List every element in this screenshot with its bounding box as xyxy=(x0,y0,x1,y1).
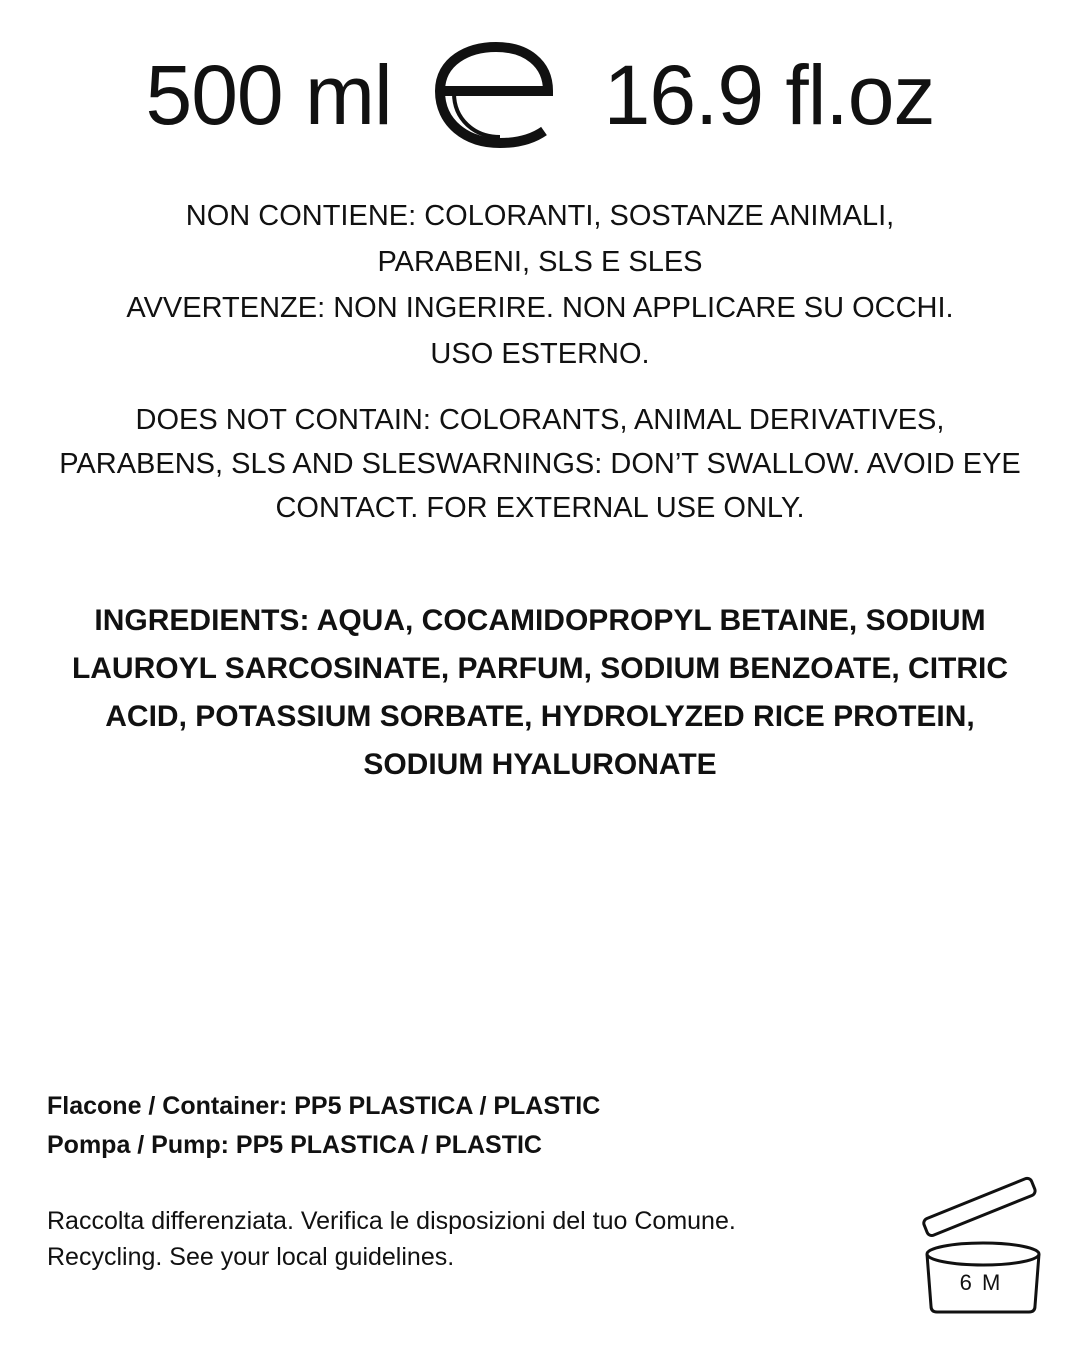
volume-imperial: 16.9 fl.oz xyxy=(603,48,935,142)
italian-warnings xyxy=(20,193,1060,377)
english-line: DOES NOT CONTAIN: COLORANTS, ANIMAL DERIVATIVES, xyxy=(135,404,945,436)
container-material: Flacone / Container: PP5 PLASTICA / PLASTIC xyxy=(47,1092,601,1120)
english-line: PARABENS, SLS AND SLESWARNINGS: DON’T SWALLOW. AVOID EYE xyxy=(59,448,1021,480)
recycling-info xyxy=(47,1203,736,1275)
ingredients-line: ACID, POTASSIUM SORBATE, HYDROLYZED RICE PROTEIN, xyxy=(105,700,975,733)
estimated-e-mark-icon xyxy=(430,41,558,149)
italian-line: PARABENI, SLS E SLES xyxy=(377,246,703,278)
ingredients-line: SODIUM HYALURONATE xyxy=(363,748,717,781)
english-line: CONTACT. FOR EXTERNAL USE ONLY. xyxy=(275,492,805,524)
recycling-line-it: Raccolta differenziata. Verifica le disposizioni del tuo Comune. xyxy=(47,1207,736,1235)
ingredients-line: LAUROYL SARCOSINATE, PARFUM, SODIUM BENZOATE, CITRIC xyxy=(71,652,1009,685)
italian-line: AVVERTENZE: NON INGERIRE. NON APPLICARE SU OCCHI. xyxy=(126,292,954,324)
packaging-info xyxy=(47,1087,600,1165)
open-jar-icon xyxy=(915,1172,1047,1320)
pump-material: Pompa / Pump: PP5 PLASTICA / PLASTIC xyxy=(47,1131,542,1159)
ingredients-list xyxy=(40,597,1040,789)
italian-line: USO ESTERNO. xyxy=(430,338,650,370)
ingredients-line: INGREDIENTS: AQUA, COCAMIDOPROPYL BETAINE, SODIUM xyxy=(94,604,986,637)
recycling-line-en: Recycling. See your local guidelines. xyxy=(47,1243,455,1271)
english-warnings xyxy=(20,398,1060,530)
italian-line: NON CONTIENE: COLORANTI, SOSTANZE ANIMALI, xyxy=(185,200,895,232)
pao-label: 6 M xyxy=(959,1270,1003,1295)
volume-row xyxy=(0,30,1080,160)
volume-metric: 500 ml xyxy=(145,48,392,142)
period-after-opening xyxy=(915,1172,1047,1320)
